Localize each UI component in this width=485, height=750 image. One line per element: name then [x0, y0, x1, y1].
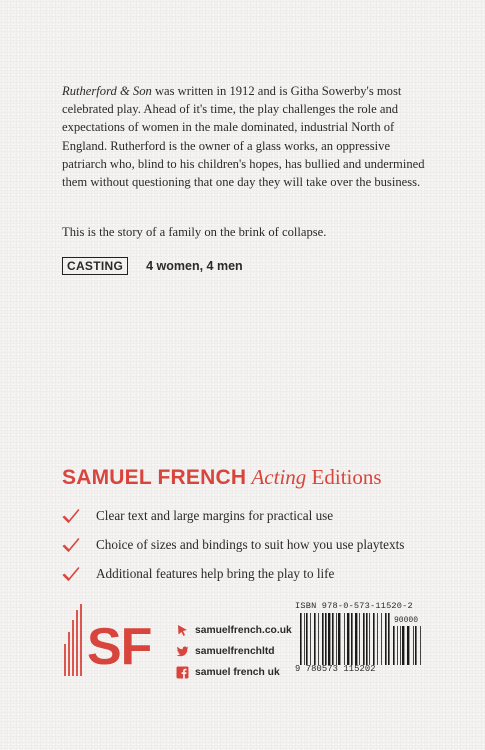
feature-text: Choice of sizes and bindings to suit how you use playtexts [96, 537, 405, 552]
barcode-bar [344, 613, 345, 665]
barcode-bar [373, 613, 375, 665]
feature-text: Clear text and large margins for practical use [96, 508, 334, 523]
barcode-bar [332, 613, 334, 665]
website-link[interactable] [176, 622, 292, 638]
barcode-addon-number: 90000 [394, 616, 419, 625]
check-icon [62, 508, 80, 524]
barcode-bar [328, 613, 330, 665]
barcode-bar [310, 613, 311, 665]
barcode-bar [402, 626, 404, 665]
brand-acting: Acting [251, 465, 307, 489]
barcode-bar [300, 613, 302, 665]
website-text: samuelfrench.co.uk [195, 624, 292, 636]
brand-name: SAMUEL FRENCH [62, 466, 247, 489]
casting-label: CASTING [62, 257, 128, 275]
barcode-bar [306, 613, 308, 665]
check-icon [62, 566, 80, 582]
barcode-bar [381, 613, 382, 665]
barcode-bar [369, 613, 370, 665]
twitter-link[interactable] [176, 643, 292, 659]
barcode [293, 601, 423, 678]
description-blurb [62, 82, 434, 191]
barcode-bar [338, 613, 340, 665]
feature-item [62, 534, 404, 556]
casting-value: 4 women, 4 men [146, 259, 243, 273]
barcode-bar [325, 613, 327, 665]
features-list [62, 505, 404, 592]
contact-links [176, 622, 292, 685]
brand-title [62, 465, 382, 490]
barcode-bar [314, 613, 316, 665]
barcode-bar [355, 613, 357, 665]
isbn-number: ISBN 978-0-573-11520-2 [295, 601, 413, 611]
barcode-bar [347, 613, 349, 665]
barcode-bar [420, 626, 421, 665]
twitter-handle: samuelfrenchltd [195, 645, 275, 657]
barcode-bar [336, 613, 337, 665]
barcode-bar [407, 626, 409, 665]
check-icon [62, 537, 80, 553]
logo-letters: SF [87, 618, 152, 676]
barcode-bar [397, 626, 398, 665]
barcode-bar [377, 613, 378, 665]
barcode-bar [388, 613, 390, 665]
barcode-bar [351, 613, 353, 665]
barcode-bar [318, 613, 319, 665]
facebook-page: samuel french uk [195, 666, 280, 678]
description-text: was written in 1912 and is Githa Sowerby's most celebrated play. Ahead of it's time, the play challenges the role and expectations of women in the male dominated, industrial North of England. Rutherford is the owner of a glass works, an oppressive patriarch who, blind to his children's hopes, has bullied and undermined them without questioning that one day they will take over the business. [62, 84, 425, 190]
barcode-bar [413, 626, 414, 665]
barcode-bars [300, 613, 390, 665]
barcode-bar [322, 613, 324, 665]
facebook-icon [176, 666, 189, 679]
cursor-icon [176, 624, 189, 637]
tagline: This is the story of a family on the brink of collapse. [62, 225, 327, 239]
samuel-french-logo [62, 604, 166, 676]
barcode-bar [400, 626, 401, 665]
barcode-bar [366, 613, 368, 665]
brand-editions: Editions [306, 465, 382, 489]
barcode-addon-bars [393, 626, 421, 665]
barcode-bar [415, 626, 417, 665]
barcode-bar [363, 613, 365, 665]
barcode-bar [393, 626, 395, 665]
feature-item [62, 505, 404, 527]
barcode-bar [385, 613, 387, 665]
facebook-link[interactable] [176, 664, 292, 680]
ean-number: 9 780573 115202 [295, 664, 376, 674]
feature-text: Additional features help bring the play to life [96, 566, 335, 581]
casting-row [62, 256, 243, 276]
barcode-bar [304, 613, 305, 665]
twitter-icon [176, 645, 189, 658]
feature-item [62, 563, 404, 585]
barcode-bar [359, 613, 360, 665]
play-title: Rutherford & Son [62, 84, 152, 98]
